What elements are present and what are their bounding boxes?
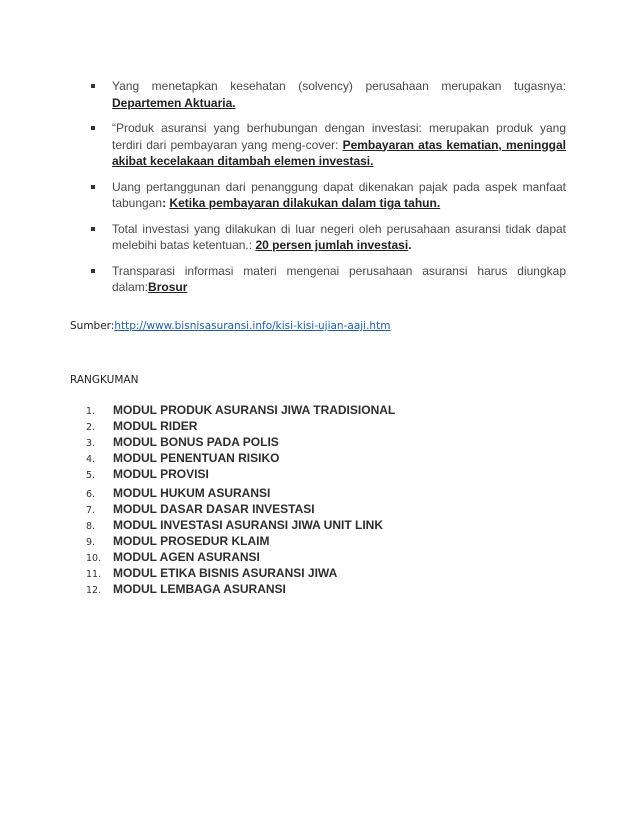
item-number: 9. bbox=[86, 537, 96, 548]
answer-text: Departemen Aktuaria. bbox=[112, 95, 236, 110]
item-number: 5. bbox=[86, 470, 96, 481]
module-name: MODUL BONUS PADA POLIS bbox=[113, 435, 279, 449]
list-item bbox=[86, 533, 395, 549]
item-number: 1. bbox=[86, 406, 96, 417]
item-number: 12. bbox=[86, 585, 102, 596]
item-number: 7. bbox=[86, 505, 96, 516]
item-number: 11. bbox=[86, 569, 102, 580]
source-label: Sumber: bbox=[70, 320, 115, 332]
item-number: 4. bbox=[86, 454, 96, 465]
answer-text: Brosur bbox=[148, 280, 188, 294]
bullet-marker bbox=[91, 227, 95, 231]
item-number: 10. bbox=[86, 553, 102, 564]
list-item bbox=[86, 565, 395, 581]
module-name: MODUL RIDER bbox=[113, 419, 198, 433]
module-name: MODUL INVESTASI ASURANSI JIWA UNIT LINK bbox=[113, 518, 384, 532]
question-text: “Produk asuransi yang berhubungan dengan investasi: merupakan produk yang terdiri dari pembayaran yang meng-cover: bbox=[112, 121, 566, 152]
list-item bbox=[86, 501, 395, 517]
bullet-marker bbox=[91, 84, 95, 88]
list-item bbox=[86, 402, 395, 418]
answer-text: 20 persen jumlah investasi bbox=[255, 238, 409, 252]
item-number: 3. bbox=[86, 438, 96, 449]
item-number: 8. bbox=[86, 521, 96, 532]
module-name: MODUL AGEN ASURANSI bbox=[113, 550, 260, 564]
module-name: MODUL PRODUK ASURANSI JIWA TRADISIONAL bbox=[113, 403, 396, 417]
module-name: MODUL LEMBAGA ASURANSI bbox=[113, 582, 286, 596]
bullet-marker bbox=[91, 269, 95, 273]
answer-suffix: . bbox=[408, 238, 412, 252]
question-text: Uang pertanggunan dari penanggung dapat dikenakan pajak pada aspek manfaat tabungan bbox=[112, 179, 566, 210]
list-item bbox=[86, 517, 395, 533]
item-number: 2. bbox=[86, 422, 96, 433]
list-item bbox=[88, 221, 566, 254]
list-item bbox=[88, 78, 566, 111]
module-name: MODUL ETIKA BISNIS ASURANSI JIWA bbox=[113, 566, 338, 580]
module-name: MODUL PENENTUAN RISIKO bbox=[113, 451, 280, 465]
list-item bbox=[86, 450, 395, 466]
list-item bbox=[86, 418, 395, 434]
summary-heading: RANGKUMAN bbox=[70, 374, 139, 386]
list-item bbox=[86, 549, 395, 565]
list-item bbox=[88, 120, 566, 170]
source-line bbox=[70, 320, 390, 332]
question-text: Total investasi yang dilakukan di luar negeri oleh perusahaan asuransi tidak dapat melebihi batas ketentuan.: bbox=[112, 221, 566, 252]
module-name: MODUL PROSEDUR KLAIM bbox=[113, 534, 270, 548]
answer-colon: : bbox=[162, 196, 170, 210]
source-link[interactable]: http://www.bisnisasuransi.info/kisi-kisi-ujian-aaji.htm bbox=[114, 320, 391, 332]
question-text: Transparasi informasi materi mengenai perusahaan asuransi harus diungkap dalam: bbox=[112, 263, 566, 294]
list-item bbox=[88, 263, 566, 296]
bullet-marker bbox=[91, 126, 95, 130]
question-list bbox=[88, 78, 566, 305]
list-item bbox=[86, 434, 395, 450]
answer-text: Pembayaran atas kematian, meninggal akibat kecelakaan ditambah elemen investasi. bbox=[112, 137, 566, 168]
question-text: Yang menetapkan kesehatan (solvency) perusahaan merupakan tugasnya: bbox=[112, 79, 566, 93]
answer-text: Ketika pembayaran dilakukan dalam tiga tahun. bbox=[169, 196, 441, 210]
module-name: MODUL PROVISI bbox=[113, 467, 209, 481]
item-number: 6. bbox=[86, 489, 96, 500]
list-item bbox=[86, 581, 395, 597]
list-item bbox=[86, 485, 395, 501]
module-name: MODUL DASAR DASAR INVESTASI bbox=[113, 502, 315, 516]
module-name: MODUL HUKUM ASURANSI bbox=[113, 486, 271, 500]
list-item bbox=[86, 466, 395, 482]
module-list bbox=[86, 402, 395, 597]
bullet-marker bbox=[91, 185, 95, 189]
list-item bbox=[88, 179, 566, 212]
